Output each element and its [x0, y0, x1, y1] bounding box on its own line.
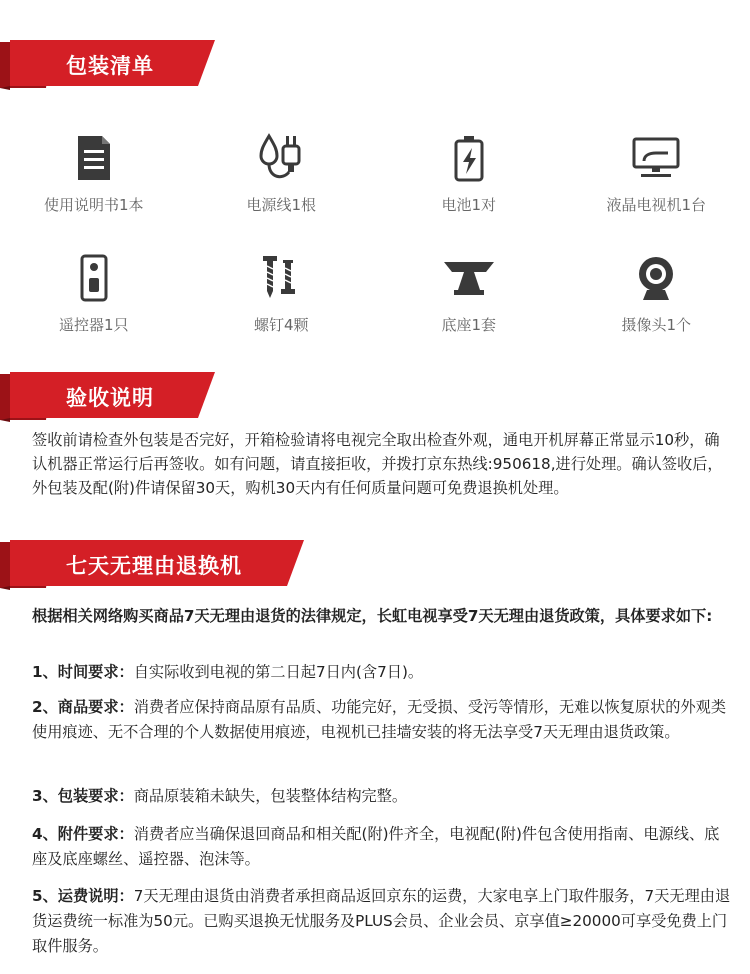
- policy-item-text: 消费者应当确保退回商品和相关配(附)件齐全，电视配(附)件包含使用指南、电源线、底座及底座螺丝、遥控器、泡沫等。: [32, 825, 720, 868]
- policy-item-text: 消费者应保持商品原有品质、功能完好，无受损、受污等情形，无难以恢复原状的外观类使用痕迹、无不合理的个人数据使用痕迹，电视机已挂墙安装的将无法享受7天无理由退货政策。: [32, 698, 727, 741]
- policy-item-text: 自实际收到电视的第二日起7日内(含7日)。: [133, 663, 424, 681]
- tv-icon: [628, 130, 684, 186]
- packing-item-label: 电源线1根: [246, 196, 317, 214]
- policy-item-key: 4、附件要求：: [32, 825, 134, 843]
- return-policy-item-goods: [32, 695, 732, 745]
- screw-icon: [253, 250, 309, 306]
- policy-item-key: 1、时间要求：: [32, 663, 134, 681]
- stand-icon: [441, 250, 497, 306]
- packing-item-label: 底座1套: [441, 316, 497, 334]
- acceptance-text: 签收前请检查外包装是否完好，开箱检验请将电视完全取出检查外观，通电开机屏幕正常显示10秒，确认机器正常运行后再签收。如有问题，请直接拒收，并拨打京东热线:950618,进行处理。确认签收后，外包装及配(附)件请保留30天，购机30天内有任何质量问题可免费退换机处理。: [32, 431, 723, 497]
- camera-icon: [628, 250, 684, 306]
- packing-item-label: 遥控器1只: [58, 316, 129, 334]
- packing-item-tv: [563, 118, 750, 238]
- section-title-acceptance: 验收说明: [66, 386, 154, 410]
- packing-item-screws: [188, 238, 376, 358]
- section-banner-return: [0, 540, 310, 590]
- section-title-packing: 包装清单: [66, 54, 154, 78]
- policy-item-text: 7天无理由退货由消费者承担商品返回京东的运费，大家电享上门取件服务，7天无理由退货运费统一标准为50元。已购买退换无忧服务及PLUS会员、企业会员、京享值≥20000可享受免费上门取件服务。: [32, 887, 731, 955]
- section-banner-acceptance: [0, 372, 220, 422]
- manual-icon: [66, 130, 122, 186]
- battery-icon: [441, 130, 497, 186]
- return-policy-item-shipping: [32, 884, 732, 959]
- packing-items-grid: [0, 118, 750, 358]
- packing-item-label: 螺钉4颗: [253, 316, 309, 334]
- policy-item-key: 5、运费说明：: [32, 887, 134, 905]
- packing-item-remote: [0, 238, 188, 358]
- packing-item-label: 电池1对: [441, 196, 497, 214]
- packing-item-battery: [375, 118, 563, 238]
- policy-item-key: 2、商品要求：: [32, 698, 134, 716]
- packing-item-stand: [375, 238, 563, 358]
- packing-item-label: 液晶电视机1台: [606, 196, 707, 214]
- return-policy-item-time: [32, 660, 732, 685]
- return-policy-item-accessories: [32, 822, 732, 872]
- packing-item-label: 使用说明书1本: [43, 196, 144, 214]
- policy-item-text: 商品原装箱未缺失，包装整体结构完整。: [133, 787, 408, 805]
- packing-item-manual: [0, 118, 188, 238]
- return-policy-lead: 根据相关网络购买商品7天无理由退货的法律规定，长虹电视享受7天无理由退货政策，具体要求如下:: [32, 607, 713, 625]
- packing-item-power-cord: [188, 118, 376, 238]
- section-title-return: 七天无理由退换机: [66, 554, 242, 578]
- policy-item-key: 3、包装要求：: [32, 787, 134, 805]
- section-banner-packing: [0, 40, 220, 90]
- packing-item-label: 摄像头1个: [621, 316, 692, 334]
- power-cord-icon: [253, 130, 309, 186]
- return-policy-item-packaging: [32, 784, 732, 809]
- packing-item-camera: [563, 238, 750, 358]
- remote-icon: [66, 250, 122, 306]
